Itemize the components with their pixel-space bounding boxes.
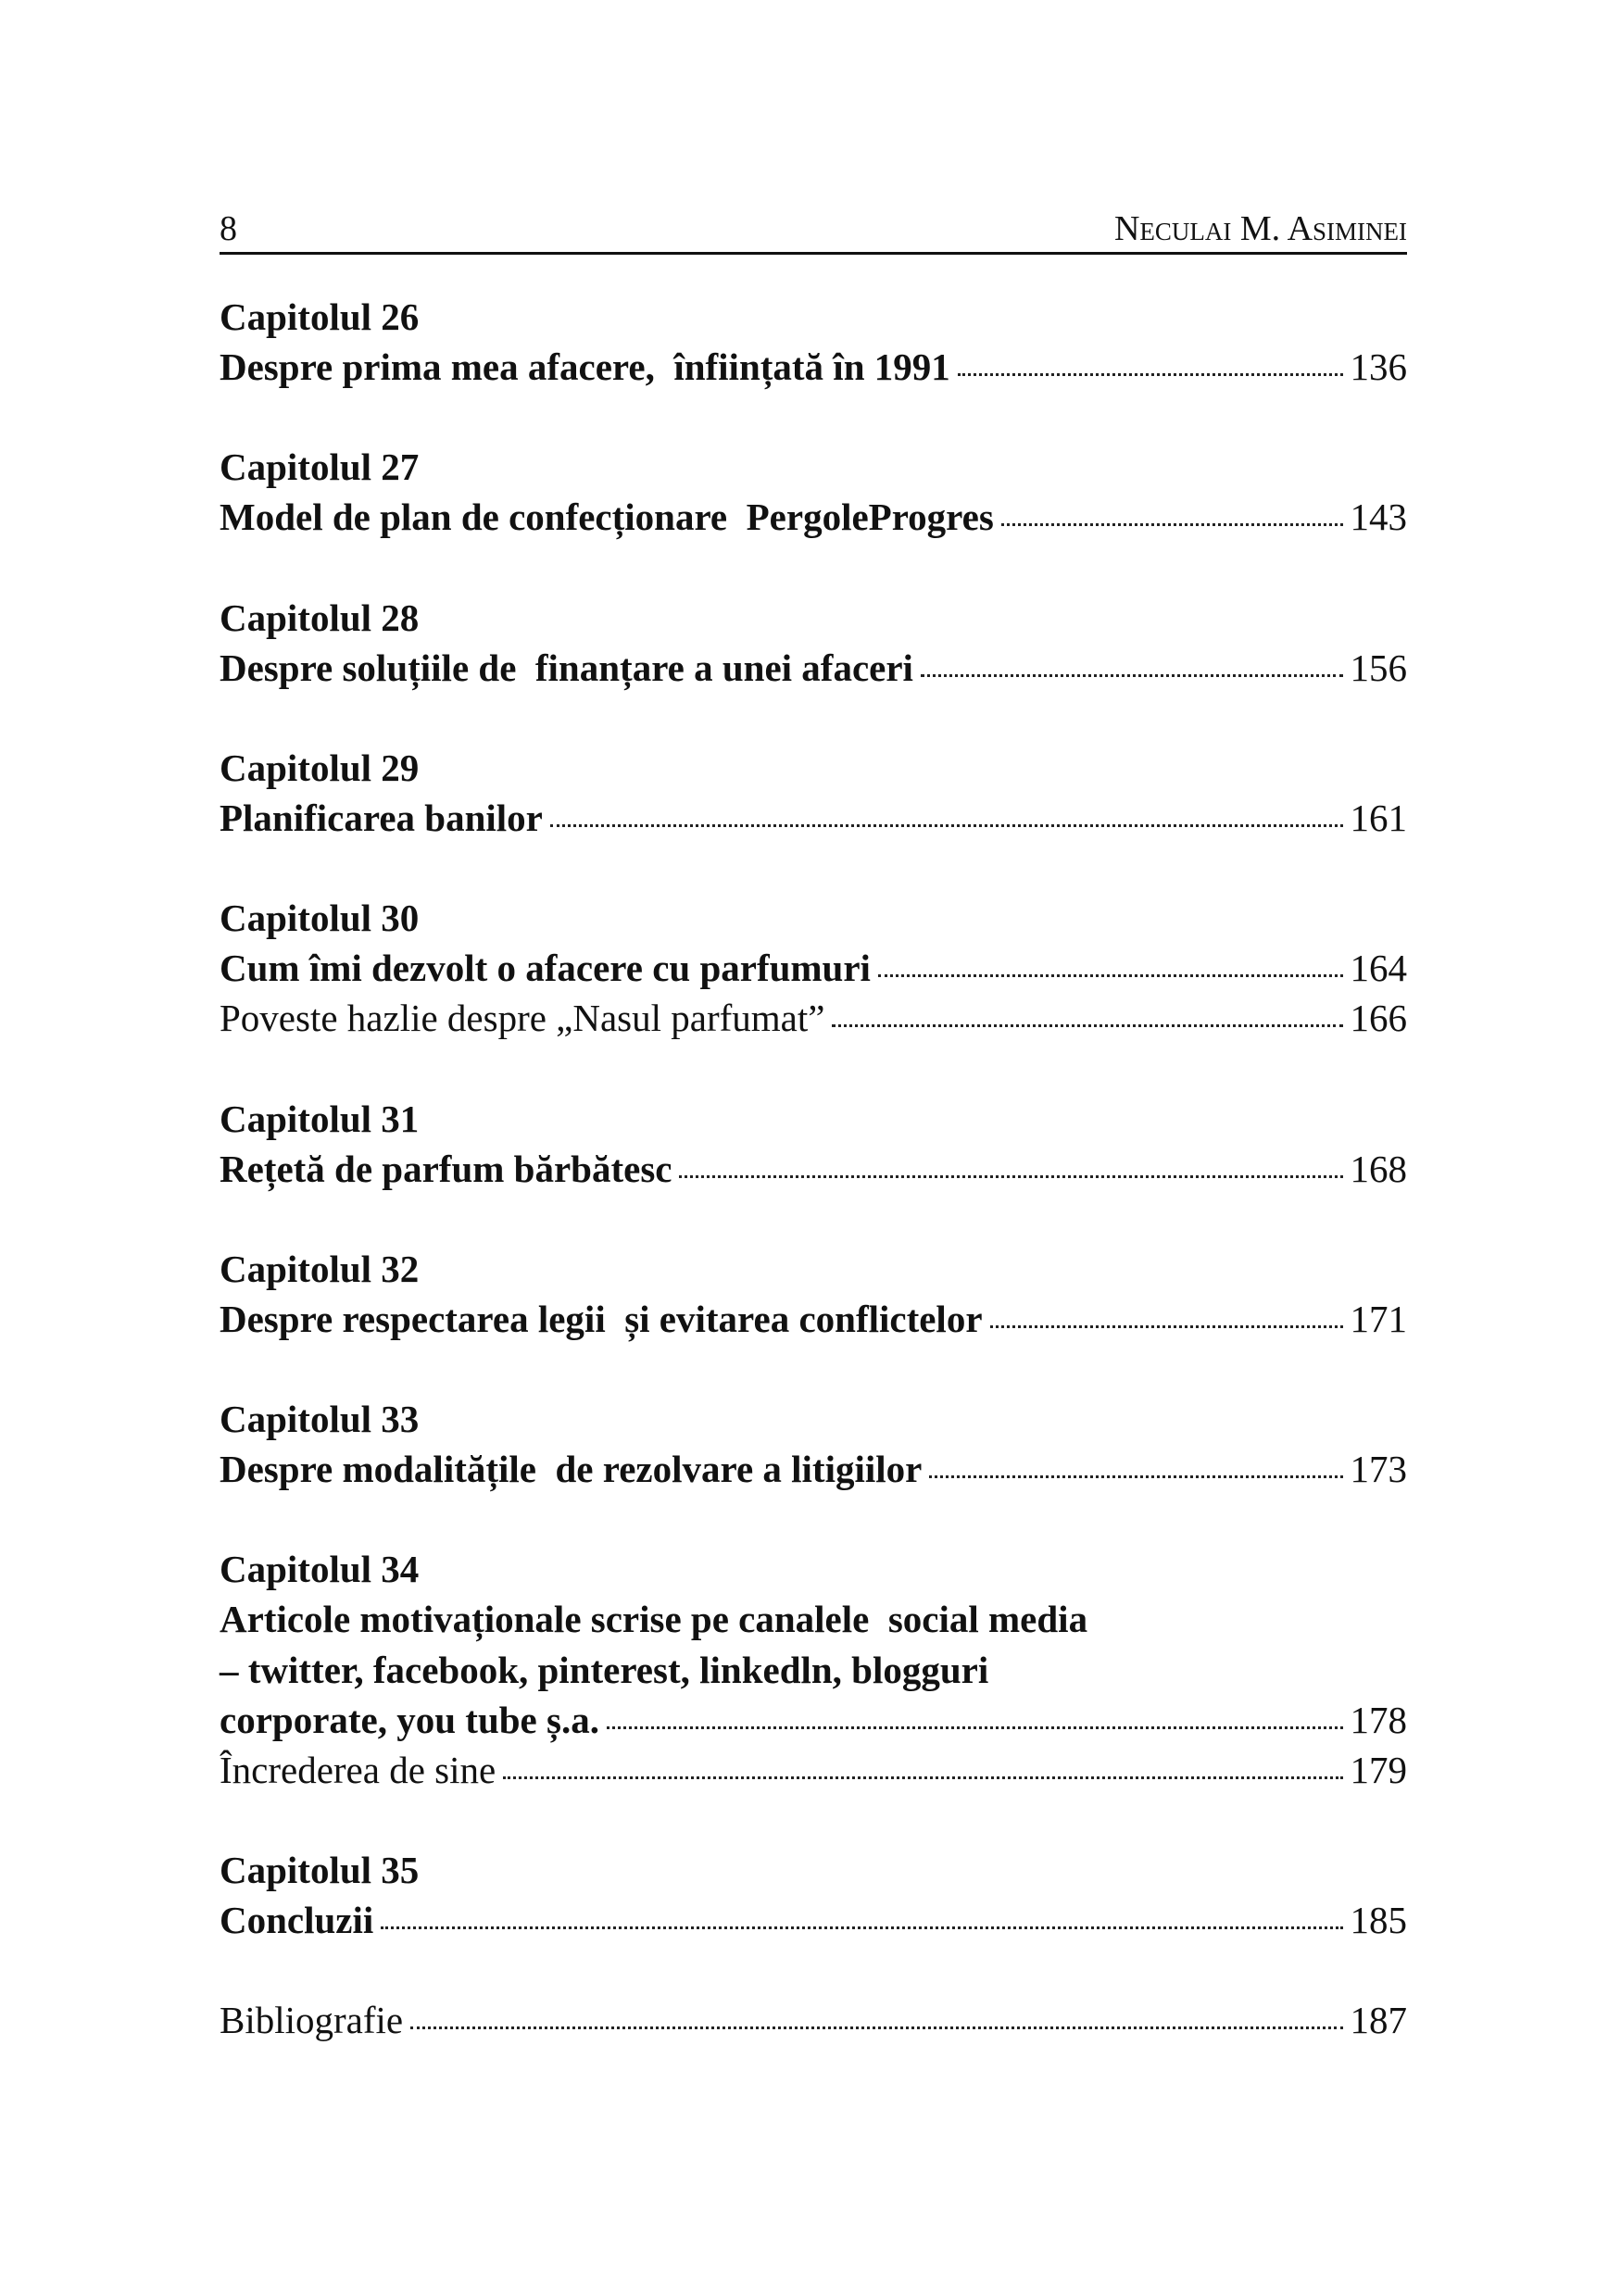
page-number: 8 (220, 209, 237, 248)
entry-title: Poveste hazlie despre „Nasul parfumat” (220, 997, 825, 1039)
entry-title: Rețetă de parfum bărbătesc (220, 1148, 672, 1190)
entry-page: 187 (1350, 1999, 1407, 2041)
entry-title: Despre prima mea afacere, înființată în 1991 (220, 345, 950, 388)
dot-leader (832, 1024, 1342, 1027)
dot-leader (503, 1776, 1342, 1779)
entry-page: 161 (1350, 797, 1407, 839)
entry-page: 173 (1350, 1448, 1407, 1490)
toc-subentry[interactable] (220, 993, 1407, 1043)
chapter-heading (220, 893, 1407, 943)
dot-leader (1001, 523, 1343, 526)
dot-leader (550, 824, 1343, 827)
chapter-heading (220, 1244, 1407, 1294)
toc-entry[interactable] (220, 1144, 1407, 1194)
toc-entry[interactable] (220, 342, 1407, 392)
toc-entry[interactable] (220, 1444, 1407, 1494)
toc-entry[interactable] (220, 1895, 1407, 1945)
dot-leader (381, 1926, 1342, 1929)
dot-leader (410, 2026, 1342, 2029)
header-rule (220, 252, 1407, 255)
dot-leader (958, 373, 1343, 376)
chapter-label: Capitolul 33 (220, 1398, 420, 1440)
chapter-label: Capitolul 27 (220, 445, 420, 488)
entry-title: Bibliografie (220, 1999, 404, 2041)
chapter-heading (220, 292, 1407, 342)
chapter-label: Capitolul 29 (220, 747, 420, 789)
entry-title: Cum îmi dezvolt o afacere cu parfumuri (220, 947, 871, 989)
toc-entry[interactable] (220, 1695, 1407, 1745)
toc-entry[interactable] (220, 492, 1407, 542)
chapter-heading (220, 743, 1407, 793)
chapter-label: Capitolul 34 (220, 1548, 420, 1590)
toc-entry[interactable] (220, 793, 1407, 843)
chapter-label: Capitolul 35 (220, 1849, 420, 1891)
entry-title: Încrederea de sine (220, 1749, 496, 1791)
toc-entry[interactable] (220, 1294, 1407, 1344)
entry-page: 185 (1350, 1899, 1407, 1941)
entry-title: Model de plan de confecționare PergoleProgres (220, 496, 994, 538)
entry-page: 168 (1350, 1148, 1407, 1190)
entry-page: 179 (1350, 1749, 1407, 1791)
entry-page: 171 (1350, 1298, 1407, 1340)
entry-title: Concluzii (220, 1899, 374, 1941)
entry-title-line[interactable] (220, 1594, 1407, 1644)
entry-page: 178 (1350, 1699, 1407, 1741)
toc-subentry[interactable] (220, 1745, 1407, 1795)
toc-entry[interactable] (220, 643, 1407, 693)
running-header-author: Neculai M. Asiminei (1113, 209, 1407, 248)
chapter-label: Capitolul 32 (220, 1248, 420, 1290)
entry-title: Articole motivaționale scrise pe canalele social media (220, 1598, 1088, 1640)
entry-title: – twitter, facebook, pinterest, linkedln, blogguri (220, 1649, 989, 1691)
chapter-heading (220, 1845, 1407, 1895)
dot-leader (990, 1325, 1343, 1328)
entry-page: 164 (1350, 947, 1407, 989)
entry-title: Despre modalitățile de rezolvare a litigiilor (220, 1448, 923, 1490)
entry-page: 136 (1350, 345, 1407, 388)
dot-leader (929, 1475, 1342, 1478)
dot-leader (921, 674, 1343, 677)
chapter-label: Capitolul 26 (220, 295, 420, 338)
entry-page: 143 (1350, 496, 1407, 538)
entry-title: corporate, you tube ș.a. (220, 1699, 599, 1741)
entry-title: Planificarea banilor (220, 797, 543, 839)
entry-title-line[interactable] (220, 1645, 1407, 1695)
dot-leader (878, 974, 1343, 977)
toc-entry-bibliography[interactable] (220, 1995, 1407, 2045)
dot-leader (679, 1175, 1342, 1178)
dot-leader (607, 1726, 1343, 1729)
entry-title: Despre soluțiile de finanțare a unei afaceri (220, 646, 913, 689)
chapter-heading (220, 1094, 1407, 1144)
chapter-heading (220, 442, 1407, 492)
toc-entry[interactable] (220, 943, 1407, 993)
chapter-label: Capitolul 28 (220, 596, 420, 639)
chapter-heading (220, 593, 1407, 643)
chapter-label: Capitolul 30 (220, 897, 420, 939)
chapter-heading (220, 1544, 1407, 1594)
entry-page: 156 (1350, 646, 1407, 689)
entry-page: 166 (1350, 997, 1407, 1039)
entry-title: Despre respectarea legii și evitarea conflictelor (220, 1298, 983, 1340)
chapter-heading (220, 1394, 1407, 1444)
chapter-label: Capitolul 31 (220, 1098, 420, 1140)
